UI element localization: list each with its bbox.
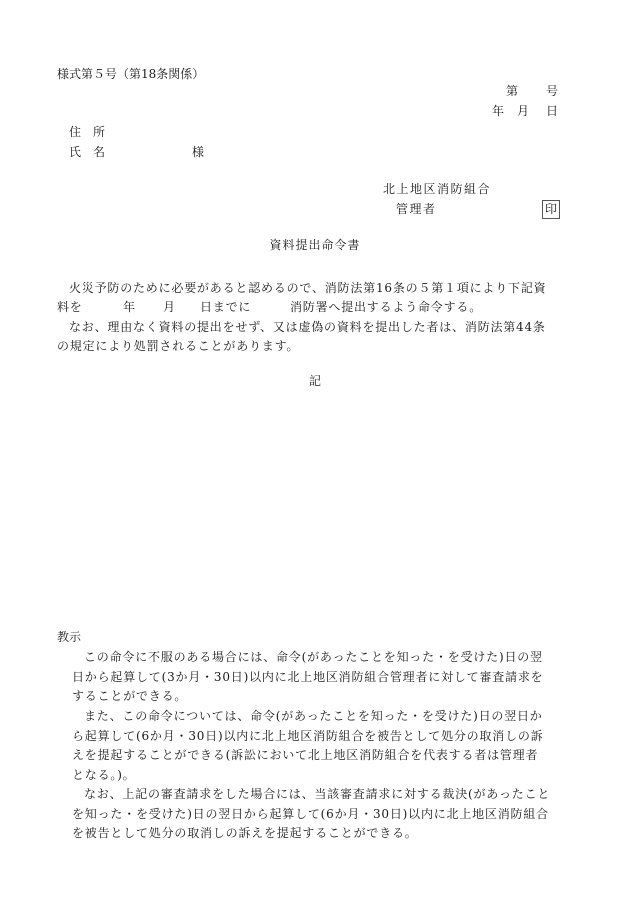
name-label: 氏 名 — [69, 145, 106, 159]
document-title: 資料提出命令書 — [269, 238, 361, 252]
issuer-organization: 北上地区消防組合 — [383, 182, 492, 196]
honorific: 様 — [192, 145, 205, 159]
body-para1-line2-end: 消防署へ提出するよう命令する。 — [290, 300, 483, 314]
deadline-month: 月 — [163, 300, 176, 314]
instruction-line: また、この命令については、命令(があったことを知った・を受けた)日の翌日か — [84, 709, 543, 723]
address-label: 住 所 — [69, 125, 106, 139]
issuer-title: 管理者 — [396, 202, 437, 216]
instruction-line: えを提起することができる(訴訟において北上地区消防組合を代表する者は管理者 — [72, 748, 539, 762]
body-para2-line2: の規定により処罰されることがあります。 — [57, 339, 300, 353]
instruction-line: を被告として処分の取消しの訴えを提起することができる。 — [72, 826, 418, 840]
instruction-line: を知った・を受けた)日の翌日から起算して(6か月・30日)以内に北上地区消防組合 — [72, 807, 549, 821]
instruction-line: することができる。 — [72, 689, 188, 703]
instruction-line: となる。)。 — [72, 768, 136, 782]
seal-mark: 印 — [542, 200, 560, 219]
instruction-line: ら起算して(6か月・30日)以内に北上地区消防組合を被告として処分の取消しの訴 — [72, 729, 544, 743]
instruction-line: 日から起算して(3か月・30日)以内に北上地区消防組合管理者に対して審査請求を — [72, 670, 544, 684]
date-year: 年 — [492, 104, 505, 118]
form-header: 様式第５号（第18条関係） — [57, 67, 205, 81]
number-dai: 第 — [506, 84, 519, 98]
body-para1-line2-start: 料を — [57, 300, 83, 314]
instruction-line: なお、上記の審査請求をした場合には、当該審査請求に対する裁決(があったこと — [84, 787, 551, 801]
date-month: 月 — [517, 104, 530, 118]
body-para2-line1: なお、理由なく資料の提出をせず、又は虚偽の資料を提出した者は、消防法第44条 — [69, 320, 546, 334]
instruction-heading: 教示 — [57, 630, 82, 644]
date-day: 日 — [546, 104, 559, 118]
deadline-day: 日までに — [200, 300, 252, 314]
instruction-line: この命令に不服のある場合には、命令(があったことを知った・を受けた)日の翌 — [84, 650, 543, 664]
body-para1-line1: 火災予防のために必要があると認めるので、消防法第16条の５第１項により下記資 — [69, 281, 547, 295]
deadline-year: 年 — [123, 300, 136, 314]
ki-label: 記 — [308, 374, 321, 388]
number-go: 号 — [546, 84, 559, 98]
